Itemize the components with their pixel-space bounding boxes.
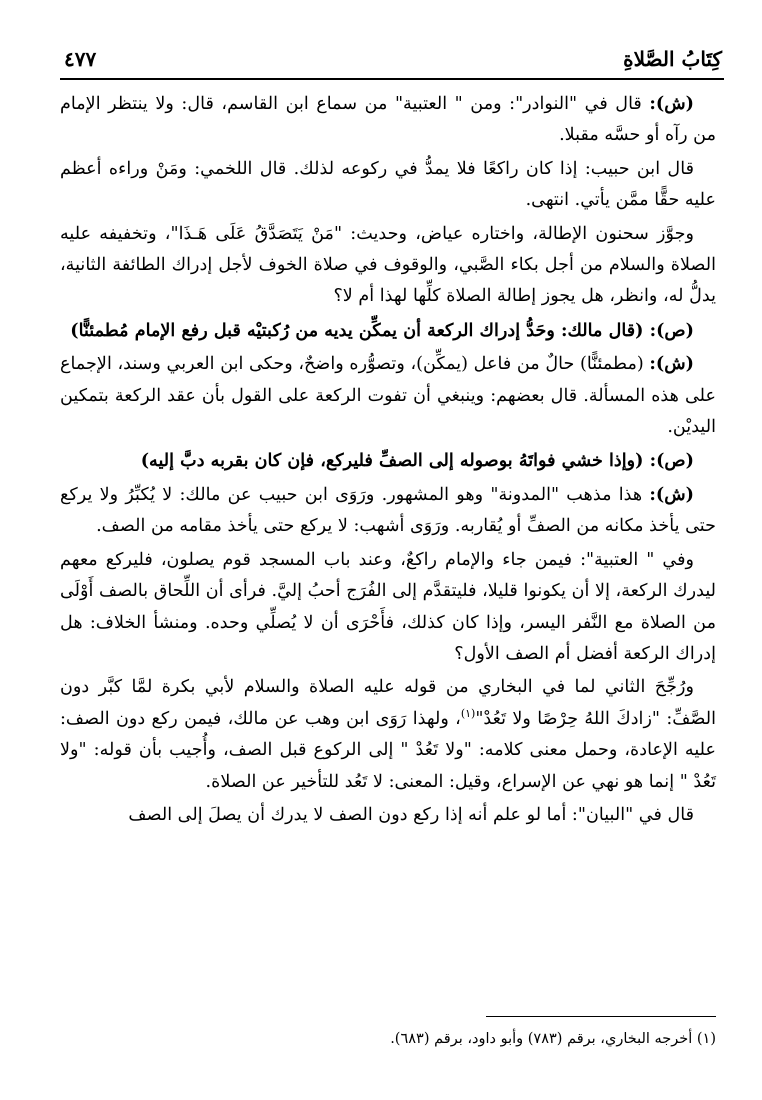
paragraph-text: قال في "النوادر": ومن " العتبية" من سماع ابن القاسم، قال: ولا ينتظر الإمام من رآه أو حسَّه مقبلا. [60,94,716,146]
paragraph-text: وجوَّز سحنون الإطالة، واختاره عياض، وحديث: "مَنْ يَتَصَدَّقُ عَلَى هَـذَا"، وتخفيفه عليه الصلاة والسلام من أجل بكاء الصَّبي، والوقوف في صلاة الخوف لأجل إدراك الطائفة الثانية، يدلُّ له، وانظر، هل يجوز إطالة الصلاة كلِّها لهذا أم لا؟ [60,223,716,307]
commentary-marker: (ش): [649,353,694,375]
paragraph-1 [60,88,716,152]
header-rule [60,78,724,80]
paragraph-text: قال ابن حبيب: إذا كان راكعًا فلا يمدُّ في ركوعه لذلك. قال اللخمي: ومَنْ وراءه أعظم عليه حقًّا ممَّن يأتي. انتهى. [60,158,716,211]
commentary-marker: (ش): [649,483,694,505]
text-marker: (ص): [649,450,694,472]
paragraph-text: قال في "البيان": أما لو علم أنه إذا ركع دون الصف لا يدرك أن يصلَ إلى الصف [128,804,694,825]
main-text: (وإذا خشي فواتَهُ بوصوله إلى الصفِّ فليركع، فإن كان بقربه دبَّ إليه) [140,450,650,472]
commentary-marker: (ش): [649,93,694,114]
paragraph-4 [60,315,716,346]
page-number: ٤٧٧ [64,47,97,71]
paragraph-2 [60,154,716,217]
footnote-rule [486,1016,716,1017]
paragraph-10 [60,800,716,831]
running-title: كِتَابُ الصَّلاةِ [623,47,722,71]
paragraph-text: وفي " العتبية": فيمن جاء والإمام راكعٌ، وعند باب المسجد قوم يصلون، فليركع معهم ليدرك الركعة، إلا أن يكونوا قليلا، فليتقدَّم إلى الفُرَج أحبُ إليَّ. فرأى أن اللِّحاق بالصف أَوْلَى من الصلاة مع النَّفر اليسر، وإذا كان كذلك، فأَحْرَى أن لا يُصلِّي وحده. ومنشأ الخلاف: هل إدراك الركعة أفضل أم الصف الأول؟ [60,549,716,664]
page-header [64,46,722,76]
body-text [60,88,716,833]
paragraph-3 [60,219,716,313]
paragraph-5 [60,348,716,443]
paragraph-8 [60,545,716,671]
paragraph-text: هذا مذهب "المدونة" وهو المشهور. ورَوَى ابن حبيب عن مالك: لا يُكبِّرُ ولا يركع حتى يأخذ مكانه من الصفِّ أو يُقاربه. ورَوَى أشهب: لا يركع حتى يأخذ مقامه من الصف. [60,484,716,537]
paragraph-text: ، ولهذا رَوَى ابن وهب عن مالك، فيمن ركع دون الصف: عليه الإعادة، وحمل معنى كلامه: "ولا تَعُدْ " إلى الركوع قبل الصف، وأُجيب بأن قوله: "ولا تَعُدْ " إنما هو نهي عن الإسراع، وقيل: المعنى: لا تَعُد للتأخير عن الصلاة. [60,708,716,792]
paragraph-6 [60,445,716,476]
paragraph-text: (مطمئنًّا) حالٌ من فاعل (يمكِّن)، وتصوُّره واضحٌ، وحكى ابن العربي وسند، الإجماع على هذه المسألة. قال بعضهم: وينبغي أن تفوت الركعة على القول بأن عقد الركعة بتمكين اليديْن. [60,354,716,438]
footnote-reference: (١) [460,706,476,720]
text-marker: (ص): [649,319,694,341]
paragraph-text: ورُجِّحَ الثاني لما في البخاري من قوله عليه الصلاة والسلام لأبي بكرة لمَّا كبَّر دون الصَّفِّ: "زادكَ اللهُ حِرْصًا ولا تَعُدْ" [60,677,716,729]
paragraph-9 [60,672,716,798]
paragraph-7 [60,479,716,543]
main-text: (قال مالك: وحَدُّ إدراك الركعة أن يمكِّن يديه من رُكبتيْه قبل رفع الإمام مُطمئنًّا) [70,319,650,341]
footnote: (١) أخرجه البخاري، برقم (٧٨٣) وأبو داود، برقم (٦٨٣). [390,1031,716,1047]
